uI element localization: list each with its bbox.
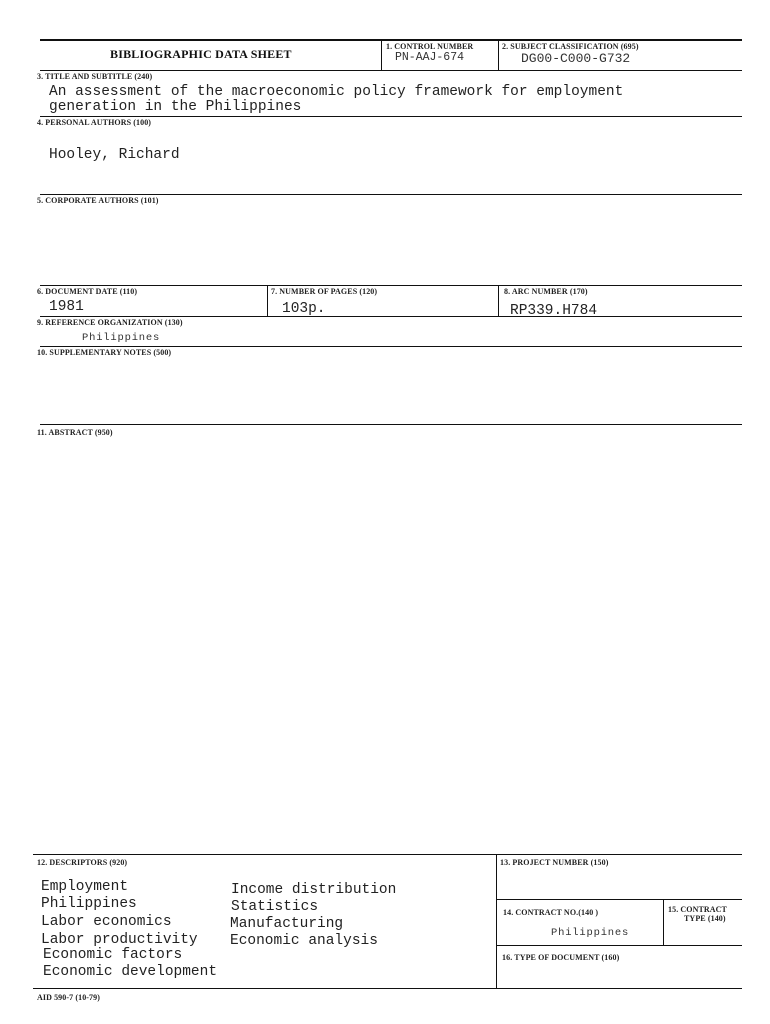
document-type-label: 16. TYPE OF DOCUMENT (160) [502,953,620,962]
subject-classification-value: DG00-C000-G732 [521,51,631,66]
contract-number-label: 14. CONTRACT NO.(140 ) [503,908,599,917]
descriptor-item: Statistics [231,899,319,915]
info-divider-1 [267,285,268,317]
descriptor-item: Economic factors [43,947,183,963]
header-bottom-rule [40,70,742,71]
personal-authors-value: Hooley, Richard [49,147,180,163]
form-number: AID 590-7 (10-79) [37,993,101,1002]
descriptors-top-rule [33,854,742,855]
contract-type-label-line1: 15. CONTRACT [668,905,727,914]
sheet-title: BIBLIOGRAPHIC DATA SHEET [110,47,292,61]
descriptor-item: Economic development [43,964,218,980]
pages-value: 103p. [282,301,326,317]
title-label: 3. TITLE AND SUBTITLE (240) [37,72,153,81]
abstract-label: 11. ABSTRACT (950) [37,428,113,437]
control-number-value: PN-AAJ-674 [395,51,465,64]
reference-organization-label: 9. REFERENCE ORGANIZATION (130) [37,318,183,327]
pages-label: 7. NUMBER OF PAGES (120) [271,287,378,296]
contract-type-label-line2: TYPE (140) [684,914,726,923]
descriptor-item: Employment [41,879,129,895]
document-date-label: 6. DOCUMENT DATE (110) [37,287,138,296]
title-line-2: generation in the Philippines [49,99,302,115]
corporate-bottom-rule [40,285,742,286]
reference-organization-value: Philippines [82,332,161,344]
contract-type-divider [663,899,664,945]
descriptors-divider [496,854,497,988]
header-divider-1 [381,39,382,71]
document-date-value: 1981 [49,299,84,315]
descriptor-item: Income distribution [231,882,397,898]
arc-number-label: 8. ARC NUMBER (170) [504,287,588,296]
contract-bottom-rule [496,945,742,946]
footer-rule [33,988,742,989]
info-bottom-rule [40,316,742,317]
title-line-1: An assessment of the macroeconomic policy framework for employment [49,84,624,100]
personal-authors-label: 4. PERSONAL AUTHORS (100) [37,118,152,127]
descriptor-item: Economic analysis [230,933,378,949]
arc-number-value: RP339.H784 [510,303,598,319]
control-number-label: 1. CONTROL NUMBER [386,42,474,51]
contract-number-value: Philippines [551,927,630,939]
descriptor-item: Labor productivity [41,932,198,948]
supplementary-bottom-rule [40,424,742,425]
header-divider-2 [498,39,499,71]
descriptor-item: Labor economics [41,914,172,930]
info-divider-2 [498,285,499,317]
top-rule [40,39,742,41]
descriptor-item: Philippines [41,896,137,912]
subject-classification-label: 2. SUBJECT CLASSIFICATION (695) [502,42,639,51]
reference-bottom-rule [40,346,742,347]
authors-bottom-rule [40,194,742,195]
descriptors-label: 12. DESCRIPTORS (920) [37,858,128,867]
project-bottom-rule [496,899,742,900]
title-bottom-rule [40,116,742,117]
descriptor-item: Manufacturing [230,916,344,932]
supplementary-notes-label: 10. SUPPLEMENTARY NOTES (500) [37,348,172,357]
project-number-label: 13. PROJECT NUMBER (150) [500,858,609,867]
corporate-authors-label: 5. CORPORATE AUTHORS (101) [37,196,159,205]
